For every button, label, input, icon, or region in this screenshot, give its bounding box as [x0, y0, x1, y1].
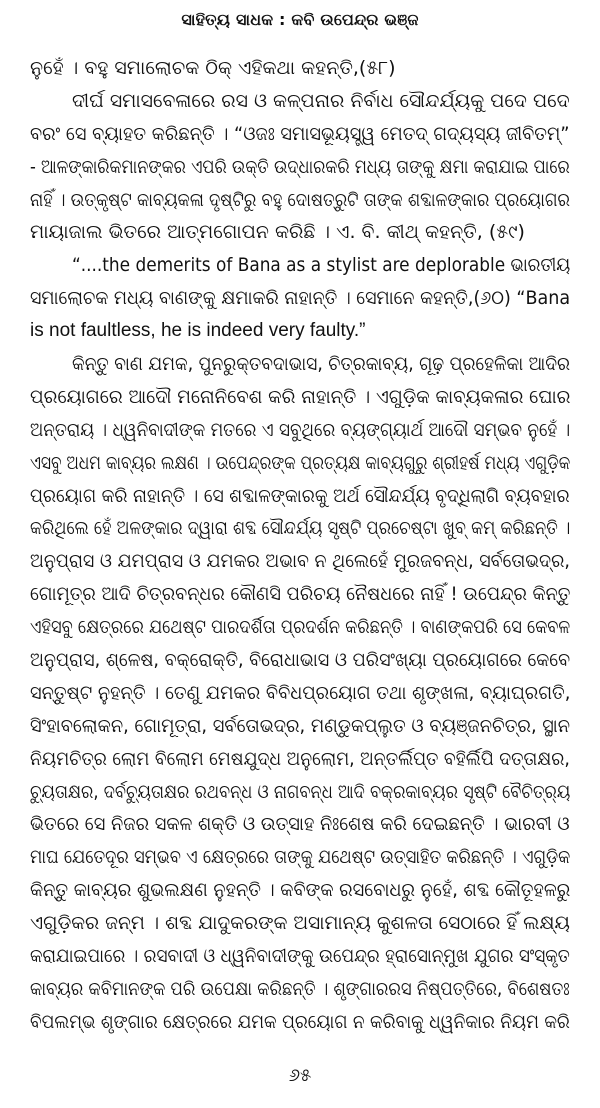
text-line: କିନ୍ତୁ କାବ୍ୟର ଶୁଭଲକ୍ଷଣ ନୁହନ୍ତି । କବିଙ୍କ ରସବୋଧରୁ ନୁହେଁ, ଶବ୍ଦ କୌତୂହଳରୁ	[30, 879, 570, 902]
text-line: ପ୍ରୟୋଗରେ ଆଦୌ ମନୋନିବେଶ କରି ନାହାନ୍ତି । ଏଗୁଡ଼ିକ କାବ୍ୟକଳାର ଘୋର	[30, 385, 570, 408]
text-line: ଏଗୁଡ଼ିକର ଜନ୍ମ । ଶବ୍ଦ ଯାଦୁକରଙ୍କ ଅସାମାନ୍ୟ କୁଶଳତା ସେଠାରେ ହିଁ ଲକ୍ଷ୍ୟ	[30, 912, 570, 935]
text-line: “....the demerits of Bana as a stylist are deplorable ଭାରତୀୟ	[72, 254, 570, 277]
text-line: ସନ୍ତୁଷ୍ଟ ନୁହନ୍ତି । ତେଣୁ ଯମକର ବିବିଧପ୍ରୟୋଗ ତଥା ଶୃଙ୍ଖଳା, ବ୍ୟାଘ୍ରଗତି,	[30, 681, 570, 704]
text-line: କରାଯାଇପାରେ । ରସବାଦୀ ଓ ଧ୍ୱନିବାଦୀଙ୍କୁ ଉପେନ୍ଦ୍ର ହ୍ରାସୋନ୍ମୁଖ ଯୁଗର ସଂସ୍କୃତ	[30, 945, 570, 968]
text-line: ଚ୍ୟୁତାକ୍ଷର, ଦର୍ବଚ୍ୟୁତାକ୍ଷର ରଥବନ୍ଧ ଓ ନାଗବନ୍ଧ ଆଦି ବକ୍ରକାବ୍ୟର ସୃଷ୍ଟି ବୈଚିତ୍ର୍ୟ	[30, 780, 570, 803]
text-line: ଗୋମୂତ୍ର ଆଦି ଚିତ୍ରବନ୍ଧର କୌଣସି ପରିଚୟ ନୈଷଧରେ ନାହିଁ ! ଉପେନ୍ଦ୍ର କିନ୍ତୁ	[30, 583, 570, 606]
text-line: is not faultless, he is indeed very faulty.”	[30, 320, 366, 342]
text-line: ପ୍ରୟୋଗ କରି ନାହାନ୍ତି । ସେ ଶବ୍ଦାଳଙ୍କାରକୁ ଅର୍ଥ ସୌନ୍ଦର୍ଯ୍ୟ ବୃଦ୍ଧିଲାଗି ବ୍ୟବହାର	[30, 484, 570, 507]
text-line: ଅନ୍ତରାୟ । ଧ୍ୱନିବାଦୀଙ୍କ ମତରେ ଏ ସବୁଥିରେ ବ୍ୟଙ୍ଗ୍ୟାର୍ଥ ଆଦୌ ସମ୍ଭବ ନୁହେଁ ।	[30, 418, 570, 441]
text-line: ନାହିଁ । ଉତ୍କୃଷ୍ଟ କାବ୍ୟକଳା ଦୃଷ୍ଟିରୁ ବହୁ ଦୋଷତ୍ରୁଟି ତାଙ୍କ ଶବ୍ଦାଳଙ୍କାର ପ୍ରୟୋଗର	[30, 188, 570, 211]
text-line: ମାୟାଜାଲ ଭିତରେ ଆତ୍ମଗୋପନ କରିଛି । ଏ. ବି. କୀଥ୍ କହନ୍ତି, (୫୯)	[30, 221, 525, 244]
text-line: କରିଥିଲେ ହେଁ ଅଳଙ୍କାର ଦ୍ୱାରା ଶବ୍ଦ ସୌନ୍ଦର୍ଯ୍ୟ ସୃଷ୍ଟି ପ୍ରଚେଷ୍ଟା ଖୁବ୍ କମ୍ କରିଛନ୍ତି ।	[30, 517, 570, 540]
text-line: ନୁହେଁ । ବହୁ ସମାଲୋଚକ ଠିକ୍ ଏହିକଥା କହନ୍ତି,(୫୮)	[30, 57, 396, 79]
text-line: ନିୟମଚିତ୍ର ଲୋମ ବିଲୋମ ମେଷଯୁଦ୍ଧ ଅନୁଲୋମ, ଅନ୍ତର୍ଲିପ୍ତ ବହିର୍ଲିପି ଦତ୍ତାକ୍ଷର,	[30, 747, 570, 770]
text-line: କାବ୍ୟର କବିମାନଙ୍କ ପରି ଉପେକ୍ଷା କରିଛନ୍ତି । ଶୃଙ୍ଗାରରସ ନିଷ୍ପତ୍ତିରେ, ବିଶେଷତଃ	[30, 977, 570, 1000]
text-line: ଅନୁପ୍ରାସ, ଶ୍ଳେଷ, ବକ୍ରୋକ୍ତି, ବିରୋଧାଭାସ ଓ ପରିସଂଖ୍ୟା ପ୍ରୟୋଗରେ କେବେ	[30, 649, 570, 672]
text-line: - ଆଳଙ୍କାରିକମାନଙ୍କର ଏପରି ଉକ୍ତି ଉଦ୍ଧାରକରି ମଧ୍ୟ ତାଙ୍କୁ କ୍ଷମା କରାଯାଇ ପାରେ	[30, 155, 570, 178]
text-line: ଦୀର୍ଘ ସମାସବେଳାରେ ରସ ଓ କଳ୍ପନାର ନିର୍ବାଧ ସୌନ୍ଦର୍ଯ୍ୟକୁ ପଦେ ପଦେ	[72, 89, 570, 112]
text-line: ଏସବୁ ଅଧମ କାବ୍ୟର ଲକ୍ଷଣ । ଉପେନ୍ଦ୍ରଙ୍କ ପ୍ରତ୍ୟକ୍ଷ କାବ୍ୟଗୁରୁ ଶ୍ରୀହର୍ଷ ମଧ୍ୟ ଏଗୁଡ଼ିକ	[30, 451, 570, 474]
text-line: ଏହିସବୁ କ୍ଷେତ୍ରରେ ଯଥେଷ୍ଟ ପାରଦର୍ଶିତା ପ୍ରଦର୍ଶନ କରିଛନ୍ତି । ବାଣଙ୍କପରି ସେ କେବଳ	[30, 616, 570, 639]
text-line: ସମାଲୋଚକ ମଧ୍ୟ ବାଣଙ୍କୁ କ୍ଷମାକରି ନାହାନ୍ତି । ସେମାନେ କହନ୍ତି,(୬୦) “Bana	[30, 287, 570, 310]
text-line: ସିଂହାବଲୋକନ, ଗୋମୂତ୍ରା, ସର୍ବତୋଭଦ୍ର, ମଣ୍ଡୁକପ୍ଲୁତ ଓ ବ୍ୟଞ୍ଜନଚିତ୍ର, ସ୍ଥାନ	[30, 714, 570, 737]
running-header: ସାହିତ୍ୟ ସାଧକ : କବି ଉପେନ୍ଦ୍ର ଭଞ୍ଜ	[181, 10, 419, 29]
text-line: ବିପଲମ୍ଭ ଶୃଙ୍ଗାର କ୍ଷେତ୍ରରେ ଯମକ ପ୍ରୟୋଗ ନ କରିବାକୁ ଧ୍ୱନିକାର ନିୟମ କରି	[30, 1010, 570, 1033]
text-line: କିନ୍ତୁ ବାଣ ଯମକ, ପୁନରୁକ୍ତବଦାଭାସ, ଚିତ୍ରକାବ୍ୟ, ଗୂଢ଼ ପ୍ରହେଳିକା ଆଦିର	[72, 353, 570, 376]
body-text	[30, 52, 570, 1039]
text-line: ମାଘ ଯେତେଦୂର ସମ୍ଭବ ଏ କ୍ଷେତ୍ରରେ ତାଙ୍କୁ ଯଥେଷ୍ଟ ଉତ୍ସାହିତ କରିଛନ୍ତି । ଏଗୁଡ଼ିକ	[30, 846, 570, 869]
text-line: ବରଂ ସେ ବ୍ୟାହତ କରିଛନ୍ତି । “ଓଜଃ ସମାସଭୂୟସ୍ତ୍ୱ ମେତଦ୍ ଗଦ୍ୟସ୍ୟ ଜୀବିତମ୍”	[30, 122, 570, 145]
text-line: ଭିତରେ ସେ ନିଜର ସକଳ ଶକ୍ତି ଓ ଉତ୍ସାହ ନିଃଶେଷ କରି ଦେଇଛନ୍ତି । ଭାରବୀ ଓ	[30, 813, 570, 836]
page-number: ୬୫	[288, 1065, 312, 1086]
text-line: ଅନୁପ୍ରାସ ଓ ଯମପ୍ରାସ ଓ ଯମକର ଅଭାବ ନ ଥିଲେହେଁ ମୁରଜବନ୍ଧ, ସର୍ବତୋଭଦ୍ର,	[30, 550, 570, 573]
